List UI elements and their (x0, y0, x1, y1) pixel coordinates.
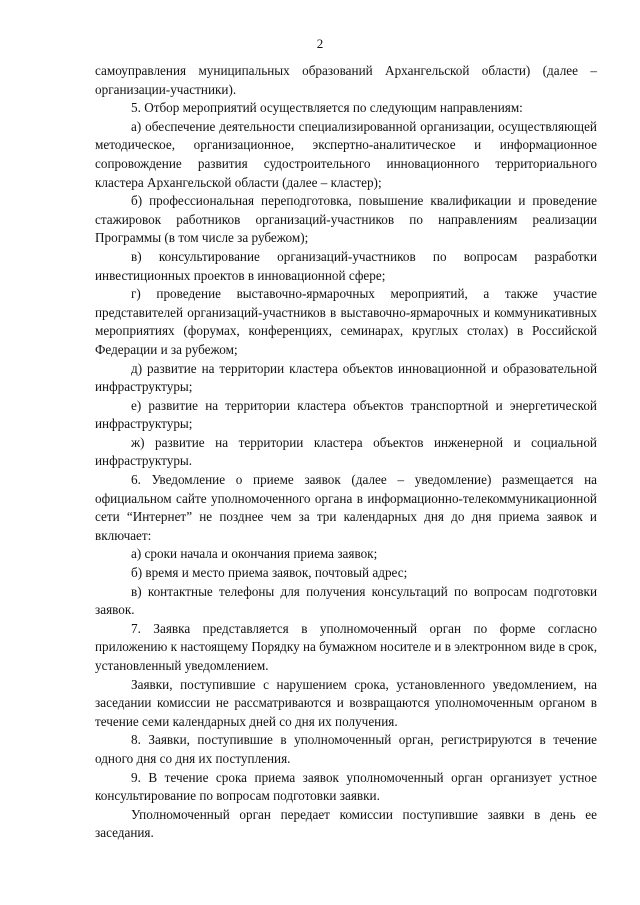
paragraph-item-7: 7. Заявка представляется в уполномоченный орган по форме согласно приложению к настоящему Порядку на бумажном носителе и в электронном виде в срок, установленный уведомлением. (95, 620, 597, 673)
paragraph-subitem-v: в) консультирование организаций-участников по вопросам разработки инвестиционных проектов в инновационной сфере; (95, 248, 597, 283)
paragraph-item-6-v: в) контактные телефоны для получения консультаций по вопросам подготовки заявок. (95, 583, 597, 618)
paragraph-subitem-b: б) профессиональная переподготовка, повышение квалификации и проведение стажировок работников организаций-участников по направлениям реализации Программы (в том числе за рубежом); (95, 193, 597, 246)
page-number: 2 (316, 36, 324, 51)
document-body (95, 62, 597, 843)
paragraph-subitem-a: а) обеспечение деятельности специализированной организации, осуществляющей методическое, организационное, экспертно-аналитическое и информационное сопровождение развития судостроительного инновационного территориального кластера Архангельской области (далее – кластер); (95, 118, 597, 190)
paragraph-subitem-zh: ж) развитие на территории кластера объектов инженерной и социальной инфраструктуры. (95, 434, 597, 469)
paragraph-item-9: 9. В течение срока приема заявок уполномоченный орган организует устное консультирование по вопросам подготовки заявки. (95, 769, 597, 804)
paragraph-subitem-g: г) проведение выставочно-ярмарочных мероприятий, а также участие представителей организаций-участников в выставочно-ярмарочных и коммуникативных мероприятиях (форумах, конференциях, семинарах, круглых столах) в Российской Федерации и за рубежом; (95, 286, 597, 357)
paragraph-item-9-transfer: Уполномоченный орган передает комиссии поступившие заявки в день ее заседания. (95, 806, 597, 841)
paragraph-continuation: самоуправления муниципальных образований Архангельской области) (далее – организации-участники). (95, 63, 597, 97)
paragraph-item-8: 8. Заявки, поступившие в уполномоченный орган, регистрируются в течение одного дня со дня их поступления. (95, 732, 597, 766)
paragraph-item-6-b: б) время и место приема заявок, почтовый адрес; (131, 565, 408, 581)
paragraph-item-6-a: а) сроки начала и окончания приема заявок; (131, 546, 378, 562)
paragraph-item-5: 5. Отбор мероприятий осуществляется по следующим направлениям: (131, 100, 523, 116)
paragraph-item-7-late-applications: Заявки, поступившие с нарушением срока, установленного уведомлением, на заседании комиссии не рассматриваются и возвращаются уполномоченным органом в течение семи календарных дней со дня их получения. (95, 676, 597, 729)
paragraph-subitem-d: д) развитие на территории кластера объектов инновационной и образовательной инфраструктуры; (95, 360, 597, 395)
paragraph-item-6: 6. Уведомление о приеме заявок (далее – уведомление) размещается на официальном сайте уполномоченного органа в информационно-телекоммуникационной сети “Интернет” не позднее чем за три календарных дня до дня приема заявок и включает: (95, 472, 597, 543)
paragraph-subitem-e: е) развитие на территории кластера объектов транспортной и энергетической инфраструктуры; (95, 397, 597, 432)
